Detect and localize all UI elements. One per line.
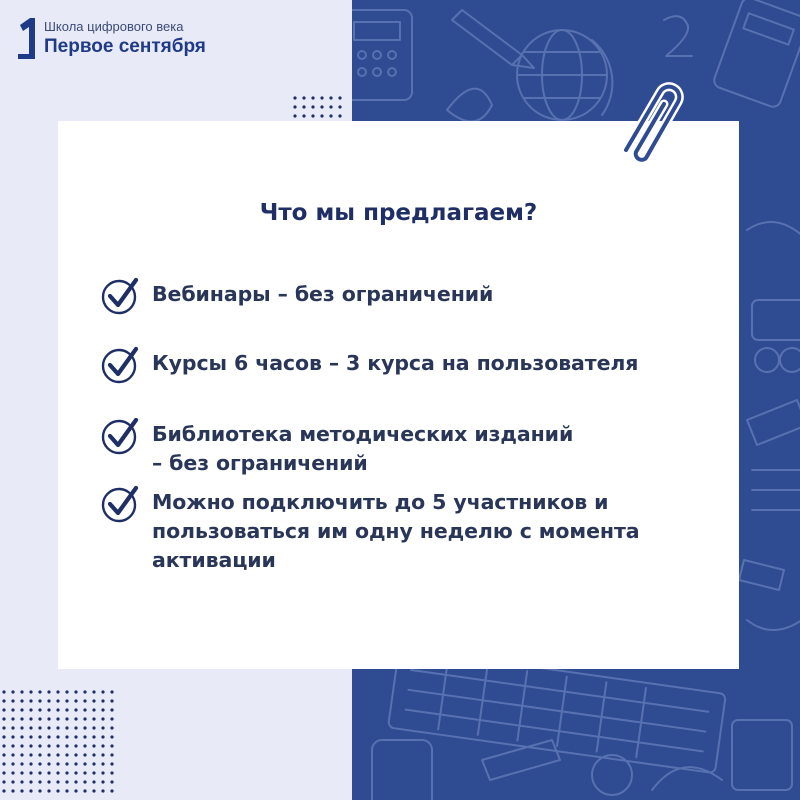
dot-grid-decoration <box>0 688 120 800</box>
logo-subtitle: Школа цифрового века <box>44 19 184 34</box>
check-circle-icon <box>100 345 140 385</box>
logo-title: Первое сентября <box>44 36 206 57</box>
logo <box>16 16 216 60</box>
list-item-text: Вебинары – без ограничений <box>152 282 494 306</box>
check-circle-icon <box>100 484 140 524</box>
logo-one-icon <box>16 16 38 60</box>
check-circle-icon <box>100 276 140 316</box>
list-item-text: Можно подключить до 5 участников и пользоваться им одну неделю с момента активации <box>152 490 640 572</box>
list-item-text: Курсы 6 часов – 3 курса на пользователя <box>152 351 639 375</box>
offer-card <box>58 121 739 669</box>
check-circle-icon <box>100 416 140 456</box>
list-item-text: Библиотека методических изданий – без ограничений <box>152 422 574 475</box>
paperclip-icon <box>608 80 688 170</box>
card-title: Что мы предлагаем? <box>259 200 538 226</box>
